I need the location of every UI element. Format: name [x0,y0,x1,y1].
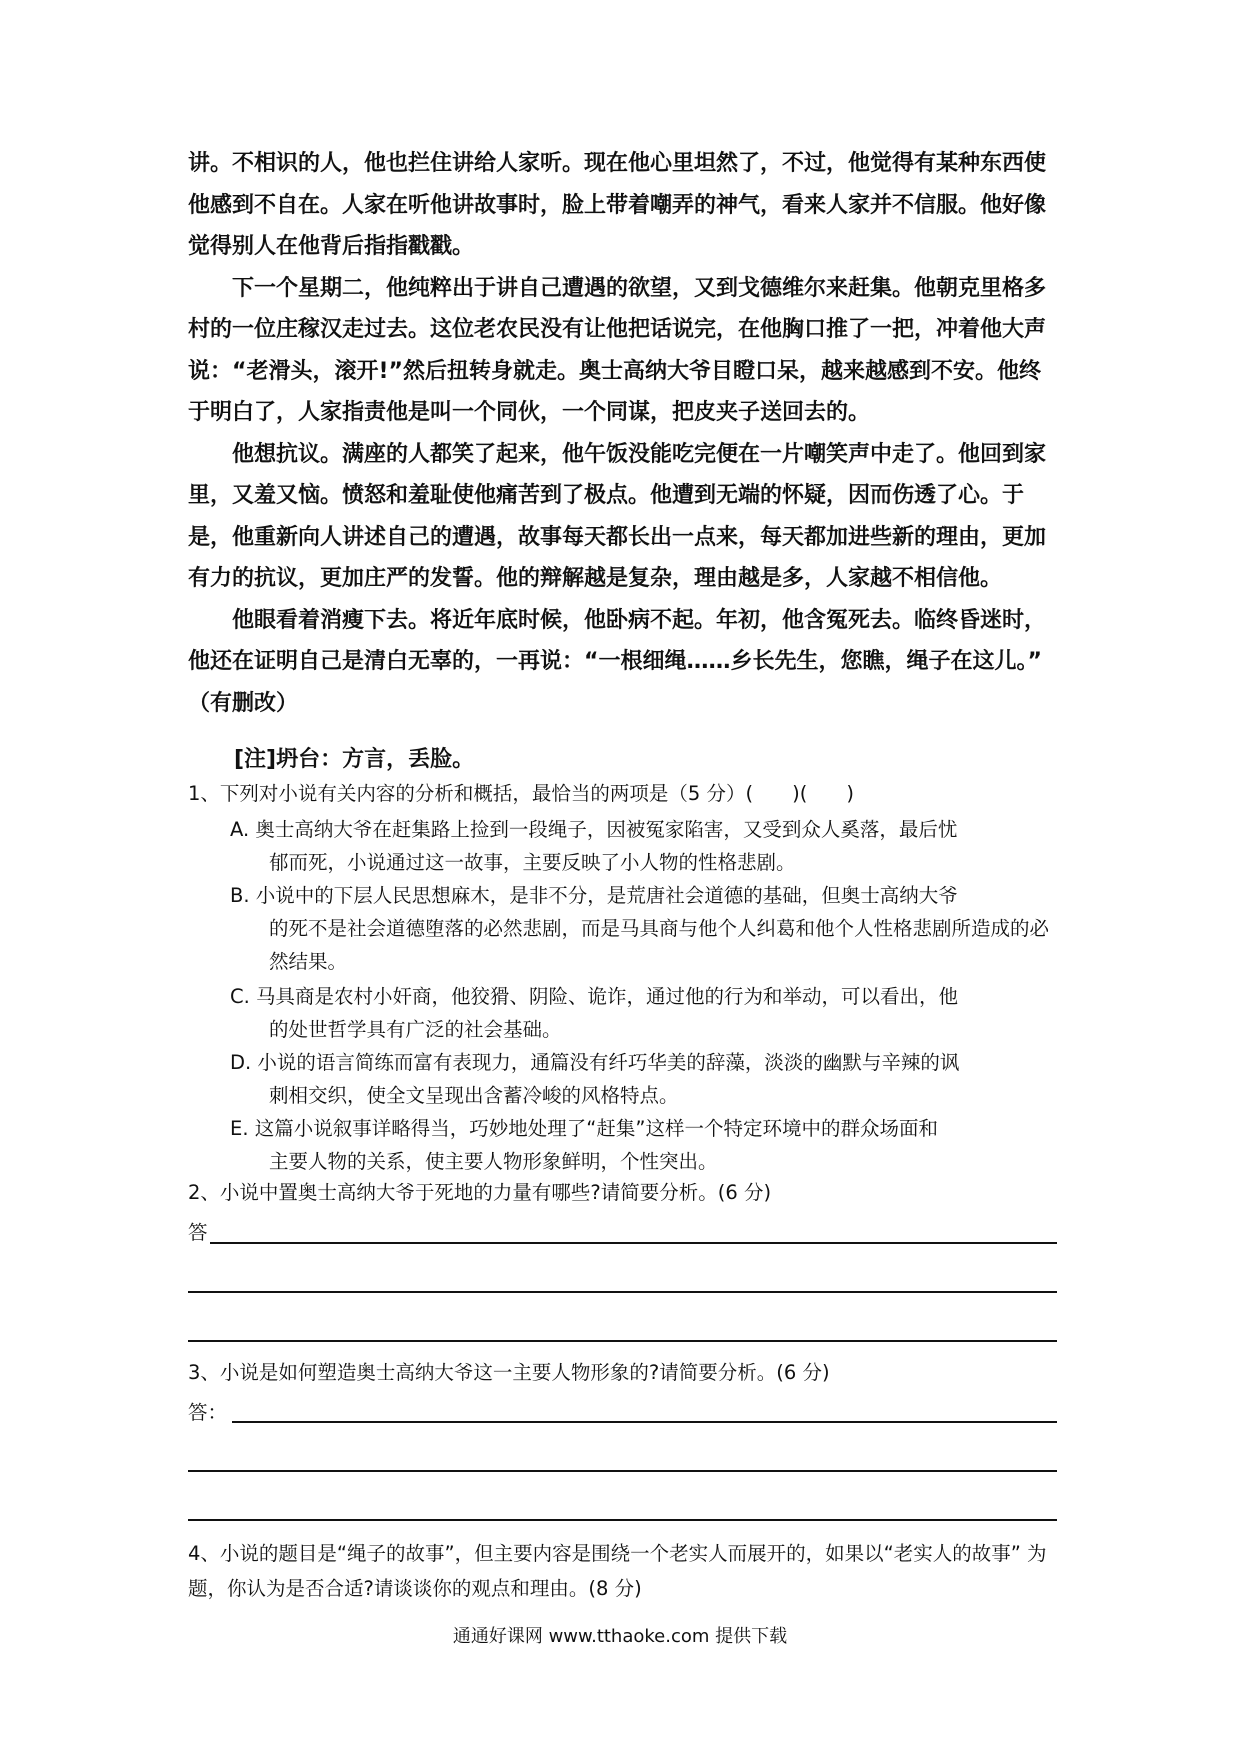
option-label: C. [230,985,250,1008]
passage-paragraph: 讲。不相识的人，他也拦住讲给人家听。现在他心里坦然了，不过，他觉得有某种东西使他感到不自在。人家在听他讲故事时，脸上带着嘲弄的神气，看来人家并不信服。他好像觉得别人在他背后指指戳戳。 [188,151,1047,259]
option-text: 马具商是农村小奸商，他狡猾、阴险、诡诈，通过他的行为和举动，可以看出，他 [256,985,959,1008]
question-4-stem: 4、小说的题目是“绳子的故事”，但主要内容是围绕一个老实人而展开的，如果以“老实人的故事” 为题，你认为是否合适?请谈谈你的观点和理由。(8 分) [188,1542,1047,1600]
answer-line[interactable] [232,1421,1057,1423]
option-label: A. [230,818,250,841]
passage-paragraph: 他眼看着消瘦下去。将近年底时候，他卧病不起。年初，他含冤死去。临终昏迷时，他还在证明自己是清白无辜的，一再说：“一根细绳……乡长先生，您瞧，绳子在这儿。” （有删改） [188,607,1064,716]
option-text: 小说的语言简练而富有表现力，通篇没有纤巧华美的辞藻，淡淡的幽默与辛辣的讽 [257,1051,960,1074]
option-text: 刺相交织，使全文呈现出含蓄冷峻的风格特点。 [269,1084,679,1107]
option-label: D. [230,1051,252,1074]
answer-line[interactable] [210,1242,1057,1244]
question-1-option-b [230,879,1056,978]
option-label: E. [230,1117,249,1140]
page-footer: 通通好课网 www.tthaoke.com 提供下载 [452,1626,788,1647]
answer-label: 答 [188,1221,208,1244]
question-1-option-d [230,1046,1056,1112]
option-text: 的死不是社会道德堕落的必然悲剧，而是马具商与他个人纠葛和他个人性格悲剧所造成的必然结果。 [269,917,1050,973]
answer-line[interactable] [188,1340,1057,1342]
question-1-option-a [230,813,1056,879]
answer-line[interactable] [188,1470,1057,1472]
option-text: 郁而死，小说通过这一故事，主要反映了小人物的性格悲剧。 [269,851,796,874]
option-text: 这篇小说叙事详略得当，巧妙地处理了“赶集”这样一个特定环境中的群众场面和 [254,1117,938,1140]
footnote: [注]坍台：方言，丢脸。 [234,747,475,772]
option-text: 小说中的下层人民思想麻木，是非不分，是荒唐社会道德的基础，但奥士高纳大爷 [255,884,958,907]
passage-paragraph: 下一个星期二，他纯粹出于讲自己遭遇的欲望，又到戈德维尔来赶集。他朝克里格多村的一位庄稼汉走过去。这位老农民没有让他把话说完，在他胸口推了一把，冲着他大声说：“老滑头，滚开!”然后扭转身就走。奥士高纳大爷目瞪口呆，越来越感到不安。他终于明白了，人家指责他是叫一个同伙，一个同谋，把皮夹子送回去的。 [188,275,1047,425]
answer-line[interactable] [188,1519,1057,1521]
question-1-option-e [230,1112,1056,1178]
passage-paragraph: 他想抗议。满座的人都笑了起来，他午饭没能吃完便在一片嘲笑声中走了。他回到家里，又羞又恼。愤怒和羞耻使他痛苦到了极点。他遭到无端的怀疑，因而伤透了心。于是，他重新向人讲述自己的遭遇，故事每天都长出一点来，每天都加进些新的理由，更加有力的抗议，更加庄严的发誓。他的辩解越是复杂，理由越是多，人家越不相信他。 [188,441,1047,591]
question-3-stem: 3、小说是如何塑造奥士高纳大爷这一主要人物形象的?请简要分析。(6 分) [188,1361,830,1384]
question-1-option-c [230,980,1056,1046]
answer-label: 答： [188,1401,228,1424]
question-1-stem: 1、下列对小说有关内容的分析和概括，最恰当的两项是（5 分）( )( ) [188,782,854,805]
option-text: 主要人物的关系，使主要人物形象鲜明，个性突出。 [269,1150,718,1173]
answer-line[interactable] [188,1291,1057,1293]
reading-passage [188,143,1064,724]
option-text: 奥士高纳大爷在赶集路上捡到一段绳子，因被冤家陷害，又受到众人奚落，最后忧 [255,818,958,841]
question-2-stem: 2、小说中置奥士高纳大爷于死地的力量有哪些?请简要分析。(6 分) [188,1181,772,1204]
option-text: 的处世哲学具有广泛的社会基础。 [269,1018,562,1041]
option-label: B. [230,884,250,907]
